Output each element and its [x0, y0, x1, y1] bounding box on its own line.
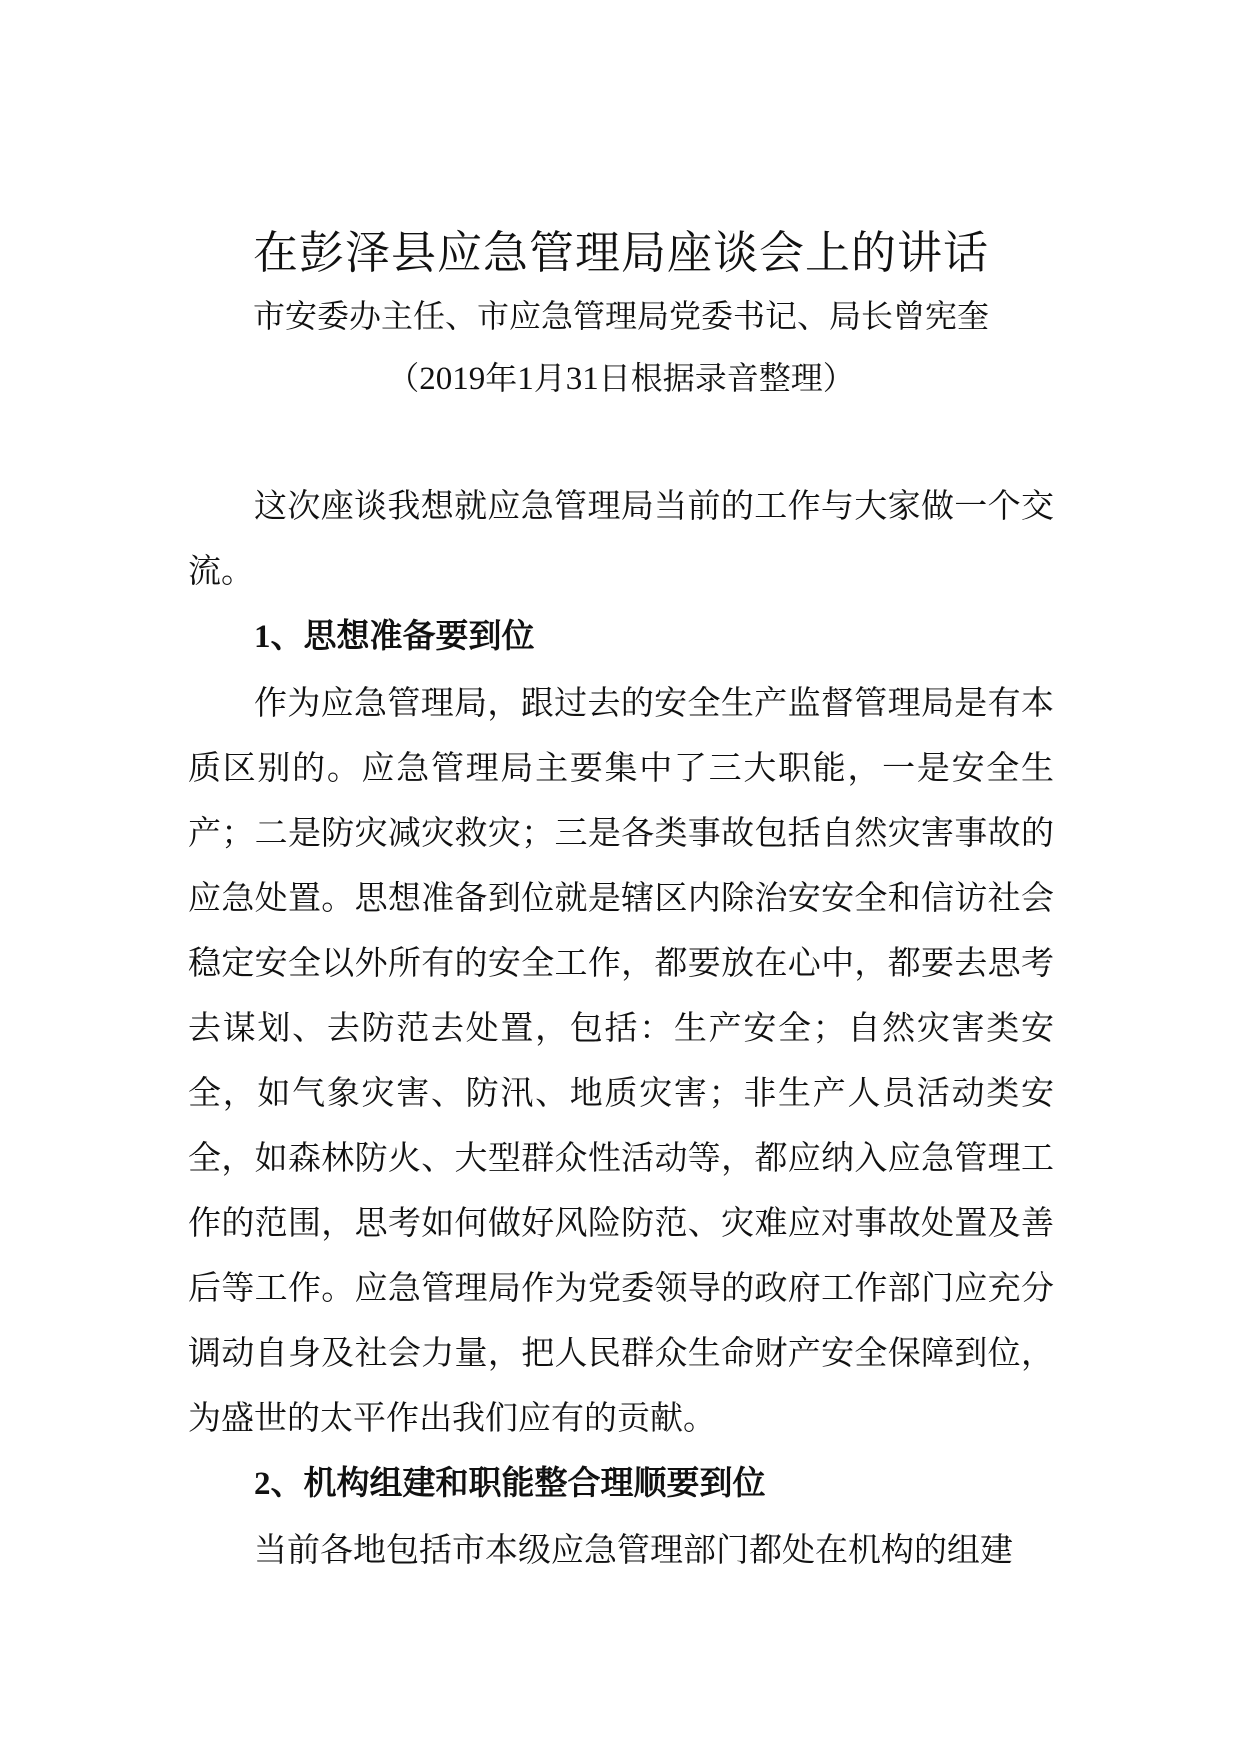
date-rest: 日根据录音整理）	[598, 359, 855, 397]
section-heading-text-2: 、机构组建和职能整合理顺要到位	[270, 1463, 766, 1502]
section-heading-2	[188, 1450, 1054, 1517]
document-title: 在彭泽县应急管理局座谈会上的讲话	[252, 226, 989, 279]
date-year-char: 年	[485, 359, 518, 397]
date-open-paren: （	[387, 359, 420, 397]
date-month: 1	[517, 361, 534, 397]
section-paragraph-2: 当前各地包括市本级应急管理部门都处在机构的组建	[254, 1530, 1013, 1569]
section-paragraph-1: 作为应急管理局，跟过去的安全生产监督管理局是有本质区别的。应急管理局主要集中了三大职能，一是安全生产；二是防灾减灾救灾；三是各类事故包括自然灾害事故的应急处置。思想准备到位就是辖区内除治安安全和信访社会稳定安全以外所有的安全工作，都要放在心中，都要去思考去谋划、去防范去处置，包括：生产安全；自然灾害类安全，如气象灾害、防汛、地质灾害；非生产人员活动类安全，如森林防火、大型群众性活动等，都应纳入应急管理工作的范围，思考如何做好风险防范、灾难应对事故处置及善后等工作。应急管理局作为党委领导的政府工作部门应充分调动自身及社会力量，把人民群众生命财产安全保障到位，为盛世的太平作出我们应有的贡献。	[188, 683, 1054, 1437]
section-heading-1	[188, 603, 1054, 670]
date-month-char: 月	[533, 359, 566, 397]
document-page	[188, 220, 1054, 1582]
section-number-2: 2	[254, 1466, 271, 1502]
document-body	[188, 473, 1054, 1582]
date-note	[188, 346, 1054, 411]
intro-paragraph: 这次座谈我想就应急管理局当前的工作与大家做一个交流。	[188, 486, 1054, 590]
section-heading-text-1: 、思想准备要到位	[270, 616, 535, 655]
document-subtitle: 市安委办主任、市应急管理局党委书记、局长曾宪奎	[252, 297, 989, 335]
date-day: 31	[565, 361, 599, 397]
section-number-1: 1	[254, 619, 271, 655]
date-year: 2019	[419, 361, 486, 397]
